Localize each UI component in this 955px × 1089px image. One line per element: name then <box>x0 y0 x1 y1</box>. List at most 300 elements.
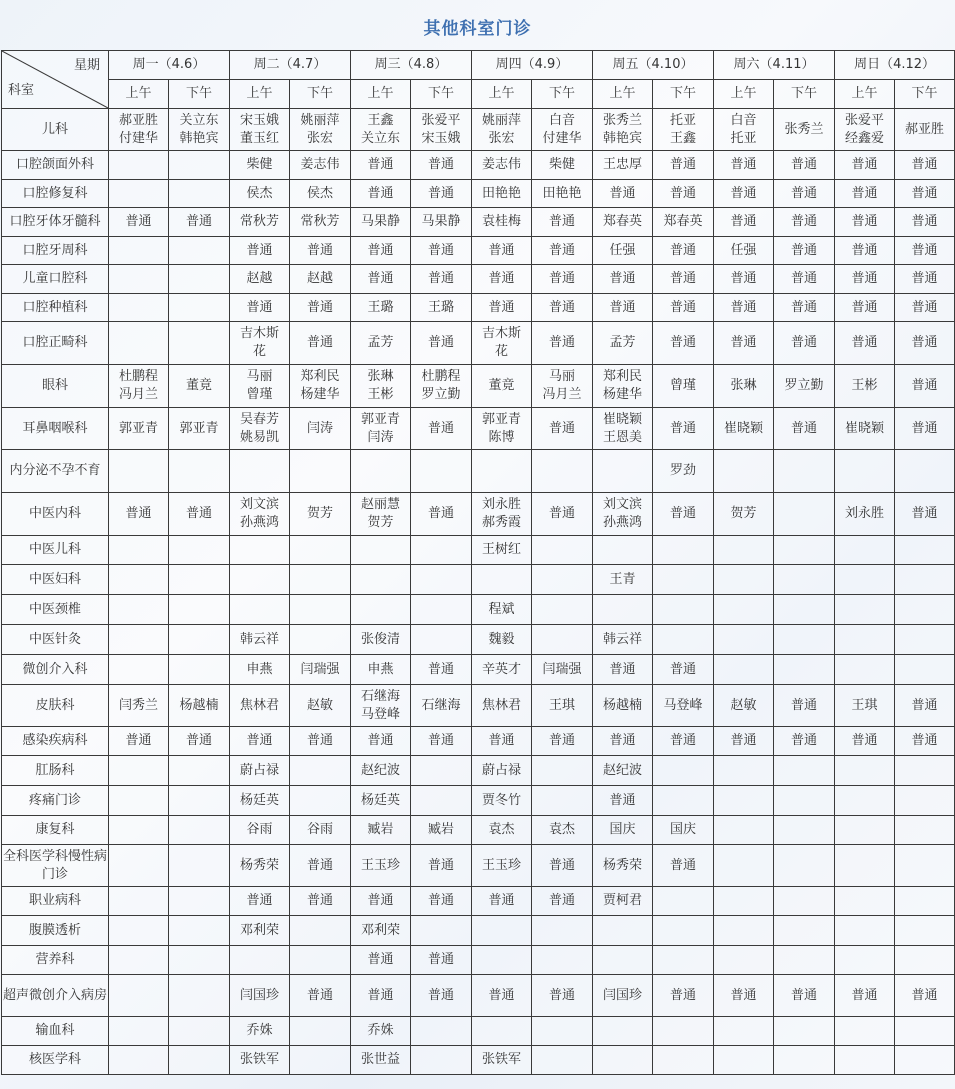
schedule-cell: 郑春英 <box>653 208 714 237</box>
am-header: 上午 <box>835 80 895 109</box>
schedule-cell <box>169 180 230 208</box>
schedule-cell <box>109 625 169 655</box>
schedule-cell <box>109 180 169 208</box>
schedule-cell <box>593 595 653 625</box>
table-row <box>2 916 955 946</box>
schedule-cell: 普通 <box>835 265 895 294</box>
dept-name: 口腔牙体牙髓科 <box>2 208 109 237</box>
schedule-cell: 王鑫 关立东 <box>351 109 411 151</box>
schedule-cell: 普通 <box>774 408 835 450</box>
schedule-cell: 普通 <box>895 408 955 450</box>
schedule-cell: 程斌 <box>472 595 532 625</box>
schedule-cell: 普通 <box>895 265 955 294</box>
schedule-cell: 普通 <box>532 975 593 1017</box>
schedule-cell: 普通 <box>169 727 230 756</box>
schedule-cell <box>714 786 774 816</box>
schedule-cell: 普通 <box>411 946 472 975</box>
schedule-cell: 普通 <box>774 265 835 294</box>
schedule-cell: 石继海 <box>411 685 472 727</box>
schedule-cell <box>290 756 351 786</box>
schedule-cell: 焦林君 <box>230 685 290 727</box>
schedule-cell <box>109 887 169 916</box>
schedule-cell: 马登峰 <box>653 685 714 727</box>
schedule-cell: 罗立勤 <box>774 365 835 408</box>
schedule-cell <box>169 1017 230 1046</box>
table-row <box>2 1017 955 1046</box>
schedule-cell: 韩云祥 <box>593 625 653 655</box>
schedule-cell <box>532 450 593 493</box>
schedule-cell: 普通 <box>895 365 955 408</box>
schedule-cell <box>593 450 653 493</box>
schedule-cell: 普通 <box>472 237 532 265</box>
am-header: 上午 <box>714 80 774 109</box>
schedule-cell <box>835 845 895 887</box>
schedule-cell <box>290 1017 351 1046</box>
schedule-cell: 董竟 <box>472 365 532 408</box>
day-header: 周六（4.11） <box>714 51 835 80</box>
schedule-cell: 普通 <box>895 322 955 365</box>
schedule-cell: 郭亚青 陈博 <box>472 408 532 450</box>
schedule-cell <box>895 1046 955 1075</box>
schedule-cell <box>169 845 230 887</box>
schedule-cell: 杨越楠 <box>593 685 653 727</box>
schedule-cell <box>895 625 955 655</box>
schedule-cell: 普通 <box>411 237 472 265</box>
schedule-cell: 普通 <box>169 493 230 536</box>
schedule-cell <box>835 450 895 493</box>
schedule-cell <box>895 786 955 816</box>
table-row <box>2 625 955 655</box>
schedule-cell: 郝亚胜 付建华 <box>109 109 169 151</box>
schedule-cell <box>714 816 774 845</box>
dept-name: 耳鼻咽喉科 <box>2 408 109 450</box>
schedule-cell <box>532 916 593 946</box>
schedule-cell: 普通 <box>593 265 653 294</box>
dept-name: 职业病科 <box>2 887 109 916</box>
schedule-cell: 普通 <box>895 151 955 180</box>
schedule-cell: 刘永胜 郝秀霞 <box>472 493 532 536</box>
schedule-cell: 臧岩 <box>351 816 411 845</box>
schedule-cell: 普通 <box>411 151 472 180</box>
schedule-cell <box>230 450 290 493</box>
schedule-cell <box>895 887 955 916</box>
schedule-cell: 普通 <box>109 208 169 237</box>
schedule-cell <box>109 595 169 625</box>
schedule-cell: 普通 <box>835 151 895 180</box>
schedule-cell <box>230 595 290 625</box>
table-row <box>2 450 955 493</box>
dept-name: 腹膜透析 <box>2 916 109 946</box>
schedule-cell: 普通 <box>532 237 593 265</box>
dept-label: 科室 <box>8 83 35 98</box>
schedule-cell <box>411 536 472 565</box>
schedule-cell <box>714 1017 774 1046</box>
schedule-cell: 普通 <box>895 208 955 237</box>
schedule-cell: 普通 <box>774 322 835 365</box>
schedule-cell: 普通 <box>653 727 714 756</box>
schedule-cell: 普通 <box>351 151 411 180</box>
schedule-cell <box>290 450 351 493</box>
schedule-cell <box>895 916 955 946</box>
schedule-cell: 张琳 王彬 <box>351 365 411 408</box>
schedule-cell <box>169 565 230 595</box>
table-row <box>2 565 955 595</box>
schedule-cell <box>774 1017 835 1046</box>
schedule-cell <box>230 536 290 565</box>
table-row <box>2 816 955 845</box>
table-row <box>2 975 955 1017</box>
schedule-cell: 刘文滨 孙燕鸿 <box>230 493 290 536</box>
schedule-cell: 张秀兰 <box>774 109 835 151</box>
schedule-cell <box>169 887 230 916</box>
schedule-cell: 闫瑞强 <box>532 655 593 685</box>
table-row <box>2 756 955 786</box>
schedule-cell: 任强 <box>714 237 774 265</box>
schedule-cell: 闫秀兰 <box>109 685 169 727</box>
day-header: 周五（4.10） <box>593 51 714 80</box>
dept-name: 口腔颌面外科 <box>2 151 109 180</box>
schedule-cell: 袁杰 <box>472 816 532 845</box>
schedule-cell: 石继海 马登峰 <box>351 685 411 727</box>
schedule-cell <box>351 536 411 565</box>
schedule-cell: 普通 <box>351 975 411 1017</box>
schedule-cell: 赵敏 <box>290 685 351 727</box>
schedule-cell <box>895 845 955 887</box>
schedule-cell <box>109 565 169 595</box>
schedule-cell <box>593 946 653 975</box>
schedule-cell <box>109 786 169 816</box>
dept-name: 皮肤科 <box>2 685 109 727</box>
schedule-cell <box>653 786 714 816</box>
schedule-cell: 普通 <box>774 727 835 756</box>
schedule-cell <box>653 946 714 975</box>
schedule-cell: 普通 <box>714 180 774 208</box>
schedule-cell <box>472 916 532 946</box>
schedule-cell: 普通 <box>653 265 714 294</box>
schedule-cell <box>169 265 230 294</box>
schedule-cell: 马果静 <box>411 208 472 237</box>
schedule-cell: 普通 <box>774 208 835 237</box>
schedule-cell: 崔晓颖 <box>714 408 774 450</box>
schedule-cell: 杨廷英 <box>230 786 290 816</box>
schedule-cell: 辛英才 <box>472 655 532 685</box>
schedule-cell <box>169 816 230 845</box>
schedule-cell: 王琪 <box>835 685 895 727</box>
schedule-cell <box>290 1046 351 1075</box>
schedule-cell: 魏毅 <box>472 625 532 655</box>
schedule-cell: 普通 <box>230 887 290 916</box>
pm-header: 下午 <box>532 80 593 109</box>
schedule-cell <box>653 1046 714 1075</box>
schedule-cell: 姜志伟 <box>290 151 351 180</box>
schedule-cell: 普通 <box>351 180 411 208</box>
schedule-cell <box>774 756 835 786</box>
schedule-cell: 普通 <box>472 294 532 322</box>
schedule-cell: 普通 <box>411 845 472 887</box>
schedule-cell <box>169 237 230 265</box>
schedule-cell: 张爱平 宋玉娥 <box>411 109 472 151</box>
schedule-cell: 普通 <box>411 408 472 450</box>
schedule-cell: 普通 <box>411 975 472 1017</box>
schedule-cell <box>532 946 593 975</box>
table-row <box>2 237 955 265</box>
schedule-cell: 张俊清 <box>351 625 411 655</box>
schedule-cell: 赵越 <box>290 265 351 294</box>
schedule-cell: 普通 <box>653 322 714 365</box>
schedule-cell <box>230 946 290 975</box>
schedule-cell: 普通 <box>169 208 230 237</box>
table-row <box>2 493 955 536</box>
schedule-cell <box>774 946 835 975</box>
schedule-cell: 王树红 <box>472 536 532 565</box>
schedule-cell <box>774 536 835 565</box>
schedule-cell <box>714 887 774 916</box>
schedule-cell: 普通 <box>895 294 955 322</box>
schedule-cell <box>411 1046 472 1075</box>
schedule-cell <box>169 1046 230 1075</box>
schedule-cell: 白音 托亚 <box>714 109 774 151</box>
schedule-cell <box>714 916 774 946</box>
schedule-cell <box>290 536 351 565</box>
schedule-cell: 申燕 <box>230 655 290 685</box>
schedule-cell: 王青 <box>593 565 653 595</box>
table-row <box>2 845 955 887</box>
table-row <box>2 265 955 294</box>
schedule-cell <box>835 887 895 916</box>
schedule-cell <box>714 845 774 887</box>
schedule-cell <box>895 536 955 565</box>
schedule-cell: 普通 <box>593 655 653 685</box>
day-header: 周一（4.6） <box>109 51 230 80</box>
schedule-cell <box>835 595 895 625</box>
schedule-cell: 侯杰 <box>290 180 351 208</box>
table-row <box>2 180 955 208</box>
schedule-cell <box>835 625 895 655</box>
schedule-cell: 杨越楠 <box>169 685 230 727</box>
schedule-cell <box>472 1017 532 1046</box>
schedule-cell: 普通 <box>411 887 472 916</box>
schedule-cell: 郑利民 杨建华 <box>290 365 351 408</box>
schedule-cell: 姚丽萍 张宏 <box>472 109 532 151</box>
schedule-cell: 杜鹏程 罗立勤 <box>411 365 472 408</box>
dept-name: 内分泌不孕不育 <box>2 450 109 493</box>
schedule-cell: 郑春英 <box>593 208 653 237</box>
schedule-cell: 普通 <box>895 685 955 727</box>
schedule-cell <box>169 786 230 816</box>
schedule-cell <box>351 450 411 493</box>
schedule-cell <box>351 565 411 595</box>
schedule-cell: 国庆 <box>653 816 714 845</box>
schedule-cell <box>593 1046 653 1075</box>
schedule-cell <box>895 756 955 786</box>
schedule-cell: 普通 <box>653 408 714 450</box>
schedule-cell <box>532 565 593 595</box>
schedule-cell <box>653 595 714 625</box>
dept-name: 儿童口腔科 <box>2 265 109 294</box>
schedule-cell <box>290 595 351 625</box>
schedule-cell: 普通 <box>653 237 714 265</box>
schedule-cell: 普通 <box>230 727 290 756</box>
table-row <box>2 408 955 450</box>
schedule-cell: 普通 <box>593 727 653 756</box>
schedule-cell <box>109 237 169 265</box>
table-row <box>2 887 955 916</box>
schedule-cell: 普通 <box>532 845 593 887</box>
schedule-cell: 常秋芳 <box>230 208 290 237</box>
schedule-cell: 普通 <box>714 294 774 322</box>
schedule-cell: 普通 <box>714 727 774 756</box>
schedule-cell <box>411 756 472 786</box>
schedule-cell <box>774 916 835 946</box>
schedule-cell <box>835 946 895 975</box>
schedule-cell: 曾瑾 <box>653 365 714 408</box>
schedule-cell <box>835 786 895 816</box>
schedule-cell <box>532 625 593 655</box>
schedule-cell <box>290 565 351 595</box>
schedule-cell: 蔚占禄 <box>472 756 532 786</box>
schedule-cell: 普通 <box>774 237 835 265</box>
schedule-cell: 宋玉娥 董玉红 <box>230 109 290 151</box>
schedule-cell: 乔姝 <box>351 1017 411 1046</box>
schedule-cell: 郝亚胜 <box>895 109 955 151</box>
dept-name: 中医儿科 <box>2 536 109 565</box>
schedule-cell: 任强 <box>593 237 653 265</box>
schedule-cell: 乔姝 <box>230 1017 290 1046</box>
schedule-cell <box>169 450 230 493</box>
table-row <box>2 294 955 322</box>
schedule-cell: 普通 <box>714 151 774 180</box>
schedule-cell: 王璐 <box>351 294 411 322</box>
table-row <box>2 946 955 975</box>
dept-name: 中医颈椎 <box>2 595 109 625</box>
pm-header: 下午 <box>411 80 472 109</box>
schedule-cell <box>169 625 230 655</box>
schedule-cell: 普通 <box>774 685 835 727</box>
schedule-cell: 普通 <box>109 493 169 536</box>
schedule-cell: 张爱平 经鑫爱 <box>835 109 895 151</box>
schedule-cell <box>774 816 835 845</box>
dept-name: 口腔正畸科 <box>2 322 109 365</box>
schedule-cell: 王璐 <box>411 294 472 322</box>
schedule-cell <box>532 756 593 786</box>
schedule-cell <box>774 887 835 916</box>
schedule-cell: 谷雨 <box>290 816 351 845</box>
schedule-cell: 普通 <box>653 151 714 180</box>
schedule-cell <box>895 1017 955 1046</box>
dept-name: 中医针灸 <box>2 625 109 655</box>
schedule-cell: 王忠厚 <box>593 151 653 180</box>
dept-name: 中医内科 <box>2 493 109 536</box>
schedule-cell: 普通 <box>653 655 714 685</box>
schedule-cell <box>774 786 835 816</box>
schedule-cell: 邓利荣 <box>230 916 290 946</box>
schedule-cell: 普通 <box>472 887 532 916</box>
schedule-cell <box>714 946 774 975</box>
schedule-cell: 王彬 <box>835 365 895 408</box>
schedule-cell: 普通 <box>714 322 774 365</box>
schedule-cell: 袁杰 <box>532 816 593 845</box>
schedule-cell <box>109 1017 169 1046</box>
schedule-cell: 普通 <box>290 237 351 265</box>
schedule-cell: 贾柯君 <box>593 887 653 916</box>
schedule-cell: 闫国珍 <box>230 975 290 1017</box>
schedule-cell: 普通 <box>532 727 593 756</box>
schedule-cell: 普通 <box>593 786 653 816</box>
schedule-cell: 闫瑞强 <box>290 655 351 685</box>
schedule-cell: 普通 <box>109 727 169 756</box>
schedule-cell: 郭亚青 <box>169 408 230 450</box>
schedule-cell <box>411 786 472 816</box>
pm-header: 下午 <box>169 80 230 109</box>
schedule-cell <box>109 450 169 493</box>
schedule-cell: 臧岩 <box>411 816 472 845</box>
schedule-cell <box>653 756 714 786</box>
schedule-cell: 郭亚青 闫涛 <box>351 408 411 450</box>
schedule-cell: 侯杰 <box>230 180 290 208</box>
schedule-cell: 普通 <box>835 294 895 322</box>
schedule-cell: 柴健 <box>532 151 593 180</box>
schedule-cell <box>774 595 835 625</box>
schedule-cell <box>895 450 955 493</box>
schedule-cell <box>169 975 230 1017</box>
dept-name: 中医妇科 <box>2 565 109 595</box>
schedule-cell: 普通 <box>774 294 835 322</box>
schedule-cell: 普通 <box>835 208 895 237</box>
schedule-cell: 常秋芳 <box>290 208 351 237</box>
schedule-cell <box>593 536 653 565</box>
am-header: 上午 <box>593 80 653 109</box>
schedule-cell: 张琳 <box>714 365 774 408</box>
schedule-cell <box>472 946 532 975</box>
schedule-cell <box>714 565 774 595</box>
am-header: 上午 <box>472 80 532 109</box>
schedule-cell: 普通 <box>290 845 351 887</box>
schedule-cell: 普通 <box>835 237 895 265</box>
schedule-cell <box>109 756 169 786</box>
schedule-cell <box>714 1046 774 1075</box>
schedule-cell: 普通 <box>290 727 351 756</box>
schedule-cell: 普通 <box>290 294 351 322</box>
dept-name: 眼科 <box>2 365 109 408</box>
weekday-label: 星期 <box>73 58 100 73</box>
pm-header: 下午 <box>653 80 714 109</box>
schedule-cell: 普通 <box>653 493 714 536</box>
schedule-cell: 孟芳 <box>593 322 653 365</box>
schedule-cell <box>532 1017 593 1046</box>
schedule-cell: 普通 <box>532 208 593 237</box>
schedule-cell <box>835 565 895 595</box>
schedule-cell: 赵敏 <box>714 685 774 727</box>
schedule-cell <box>472 450 532 493</box>
schedule-cell: 普通 <box>411 265 472 294</box>
table-row <box>2 727 955 756</box>
schedule-cell <box>895 565 955 595</box>
table-row <box>2 655 955 685</box>
schedule-cell: 王玉珍 <box>472 845 532 887</box>
schedule-cell: 普通 <box>351 946 411 975</box>
schedule-cell: 普通 <box>532 294 593 322</box>
schedule-cell: 赵越 <box>230 265 290 294</box>
schedule-cell <box>714 756 774 786</box>
am-pm-row <box>2 80 955 109</box>
schedule-cell <box>895 816 955 845</box>
schedule-cell: 普通 <box>774 151 835 180</box>
table-row <box>2 786 955 816</box>
dept-name: 疼痛门诊 <box>2 786 109 816</box>
schedule-cell: 郑利民 杨建华 <box>593 365 653 408</box>
schedule-cell <box>835 1017 895 1046</box>
schedule-cell: 普通 <box>895 237 955 265</box>
